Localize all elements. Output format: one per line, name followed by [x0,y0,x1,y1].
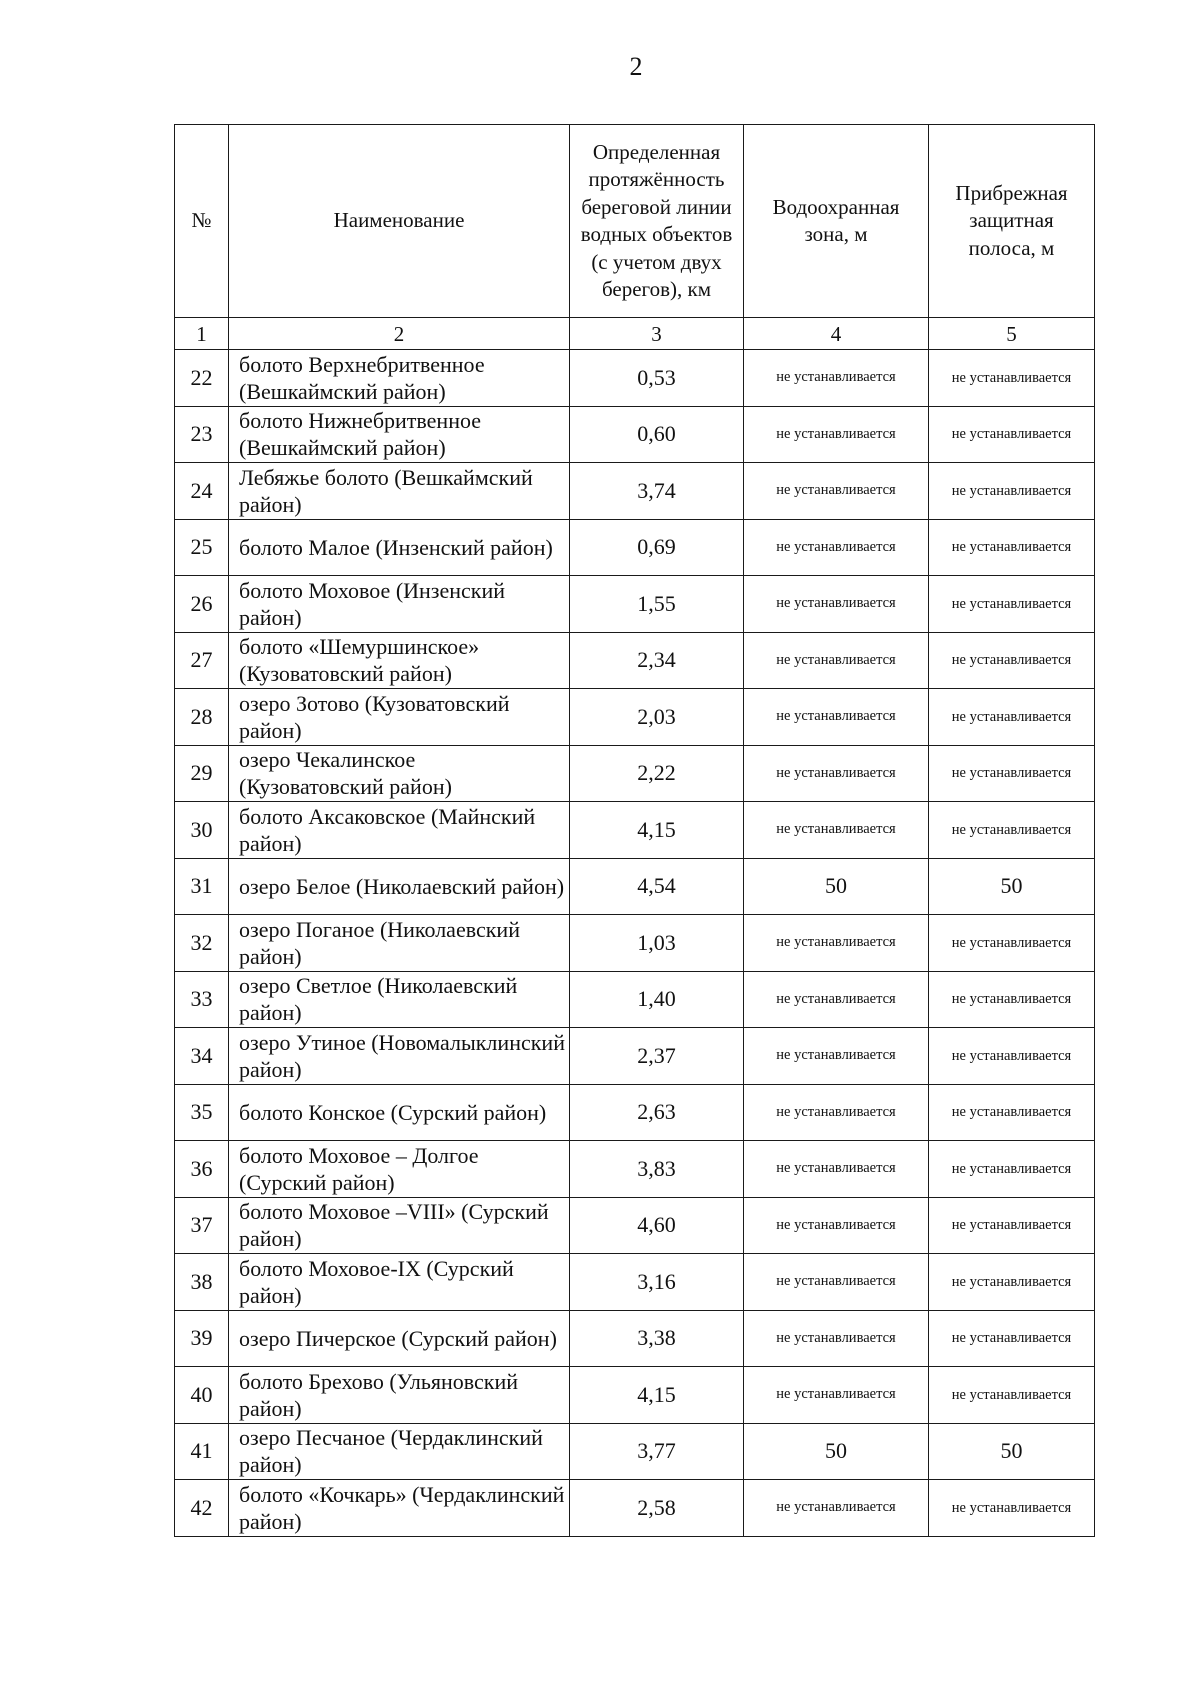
row-name: болото Моховое –VIII» (Сурский район) [229,1197,570,1254]
row-name: озеро Белое (Николаевский район) [229,858,570,915]
row-name: озеро Светлое (Николаевский район) [229,971,570,1028]
header-water-zone: Водоохранная зона, м [744,125,929,318]
row-water-zone: не устанавливается [744,1197,929,1254]
row-name: болото Верхнебритвенное (Вешкаймский район) [229,350,570,407]
row-water-zone: не устанавливается [744,915,929,972]
row-coastal-strip: не устанавливается [929,1141,1095,1198]
row-water-zone: не устанавливается [744,463,929,520]
row-length: 2,63 [570,1084,744,1141]
row-name: болото Моховое – Долгое (Сурский район) [229,1141,570,1198]
row-water-zone: не устанавливается [744,350,929,407]
row-coastal-strip: не устанавливается [929,689,1095,746]
row-number: 34 [175,1028,229,1085]
column-number: 4 [744,318,929,350]
row-length: 3,38 [570,1310,744,1367]
row-length: 1,40 [570,971,744,1028]
table-header [175,125,1095,350]
row-length: 0,60 [570,406,744,463]
row-name: болото Моховое (Инзенский район) [229,576,570,633]
row-number: 42 [175,1480,229,1537]
header-no: № [175,125,229,318]
row-number: 35 [175,1084,229,1141]
row-water-zone: не устанавливается [744,1367,929,1424]
column-number: 3 [570,318,744,350]
row-name: болото «Кочкарь» (Чердаклинский район) [229,1480,570,1537]
column-number: 5 [929,318,1095,350]
row-name: болото Нижнебритвенное (Вешкаймский район) [229,406,570,463]
row-length: 0,69 [570,519,744,576]
row-length: 2,22 [570,745,744,802]
row-water-zone: 50 [744,858,929,915]
table-row [175,971,1095,1028]
row-water-zone: не устанавливается [744,802,929,859]
row-water-zone: не устанавливается [744,971,929,1028]
row-water-zone: не устанавливается [744,1028,929,1085]
row-water-zone: не устанавливается [744,1254,929,1311]
row-water-zone: не устанавливается [744,576,929,633]
row-water-zone: не устанавливается [744,689,929,746]
row-coastal-strip: не устанавливается [929,745,1095,802]
row-length: 1,55 [570,576,744,633]
row-name: болото Моховое-IX (Сурский район) [229,1254,570,1311]
row-number: 38 [175,1254,229,1311]
row-coastal-strip: не устанавливается [929,463,1095,520]
row-name: озеро Зотово (Кузоватовский район) [229,689,570,746]
table-row [175,1254,1095,1311]
row-coastal-strip: не устанавливается [929,350,1095,407]
row-number: 37 [175,1197,229,1254]
row-number: 40 [175,1367,229,1424]
row-length: 4,15 [570,1367,744,1424]
row-coastal-strip: 50 [929,858,1095,915]
row-water-zone: не устанавливается [744,1141,929,1198]
row-length: 4,15 [570,802,744,859]
table-row [175,463,1095,520]
table-row [175,406,1095,463]
row-number: 31 [175,858,229,915]
row-water-zone: не устанавливается [744,519,929,576]
column-numbers [175,318,1095,350]
row-number: 24 [175,463,229,520]
header-length: Определенная протяжённость береговой линии водных объектов (с учетом двух берегов), км [570,125,744,318]
row-length: 2,34 [570,632,744,689]
table-row [175,1141,1095,1198]
row-coastal-strip: не устанавливается [929,915,1095,972]
row-name: Лебяжье болото (Вешкаймский район) [229,463,570,520]
table-row [175,1310,1095,1367]
table-row [175,519,1095,576]
row-length: 0,53 [570,350,744,407]
row-number: 28 [175,689,229,746]
row-length: 3,77 [570,1423,744,1480]
row-name: болото Брехово (Ульяновский район) [229,1367,570,1424]
table-row [175,1197,1095,1254]
row-coastal-strip: не устанавливается [929,632,1095,689]
row-name: болото Малое (Инзенский район) [229,519,570,576]
row-coastal-strip: не устанавливается [929,1254,1095,1311]
row-water-zone: не устанавливается [744,1084,929,1141]
row-number: 36 [175,1141,229,1198]
table-row [175,858,1095,915]
table-row [175,350,1095,407]
row-number: 33 [175,971,229,1028]
row-coastal-strip: не устанавливается [929,576,1095,633]
table-row [175,1028,1095,1085]
table-row [175,915,1095,972]
row-number: 22 [175,350,229,407]
data-table [174,124,1095,1537]
row-name: озеро Песчаное (Чердаклинский район) [229,1423,570,1480]
row-coastal-strip: не устанавливается [929,519,1095,576]
table-row [175,1423,1095,1480]
column-number: 2 [229,318,570,350]
row-length: 3,74 [570,463,744,520]
row-number: 26 [175,576,229,633]
row-coastal-strip: не устанавливается [929,971,1095,1028]
row-number: 27 [175,632,229,689]
table-row [175,802,1095,859]
row-coastal-strip: не устанавливается [929,406,1095,463]
row-length: 3,16 [570,1254,744,1311]
row-coastal-strip: не устанавливается [929,802,1095,859]
table-row [175,689,1095,746]
row-number: 30 [175,802,229,859]
row-length: 1,03 [570,915,744,972]
row-coastal-strip: не устанавливается [929,1084,1095,1141]
row-length: 4,60 [570,1197,744,1254]
row-coastal-strip: не устанавливается [929,1028,1095,1085]
row-water-zone: не устанавливается [744,1310,929,1367]
row-number: 23 [175,406,229,463]
table-row [175,1084,1095,1141]
table-row [175,745,1095,802]
row-name: болото Аксаковское (Майнский район) [229,802,570,859]
row-name: озеро Поганое (Николаевский район) [229,915,570,972]
row-length: 2,58 [570,1480,744,1537]
row-length: 3,83 [570,1141,744,1198]
row-name: озеро Чекалинское (Кузоватовский район) [229,745,570,802]
row-coastal-strip: не устанавливается [929,1367,1095,1424]
row-length: 2,03 [570,689,744,746]
row-number: 25 [175,519,229,576]
column-number: 1 [175,318,229,350]
row-water-zone: не устанавливается [744,745,929,802]
row-length: 4,54 [570,858,744,915]
row-name: болото «Шемуршинское» (Кузоватовский район) [229,632,570,689]
row-name: болото Конское (Сурский район) [229,1084,570,1141]
table-row [175,1367,1095,1424]
row-coastal-strip: не устанавливается [929,1197,1095,1254]
table-row [175,576,1095,633]
row-coastal-strip: не устанавливается [929,1480,1095,1537]
row-coastal-strip: не устанавливается [929,1310,1095,1367]
row-number: 39 [175,1310,229,1367]
table-row [175,1480,1095,1537]
table-row [175,632,1095,689]
row-number: 29 [175,745,229,802]
row-name: озеро Утиное (Новомалыклинский район) [229,1028,570,1085]
row-length: 2,37 [570,1028,744,1085]
row-number: 41 [175,1423,229,1480]
row-number: 32 [175,915,229,972]
header-coastal-strip: Прибрежная защитная полоса, м [929,125,1095,318]
row-water-zone: не устанавливается [744,1480,929,1537]
table-body [175,350,1095,1537]
row-water-zone: не устанавливается [744,632,929,689]
row-water-zone: 50 [744,1423,929,1480]
page-number: 2 [629,52,643,81]
row-name: озеро Пичерское (Сурский район) [229,1310,570,1367]
row-water-zone: не устанавливается [744,406,929,463]
header-name: Наименование [229,125,570,318]
row-coastal-strip: 50 [929,1423,1095,1480]
